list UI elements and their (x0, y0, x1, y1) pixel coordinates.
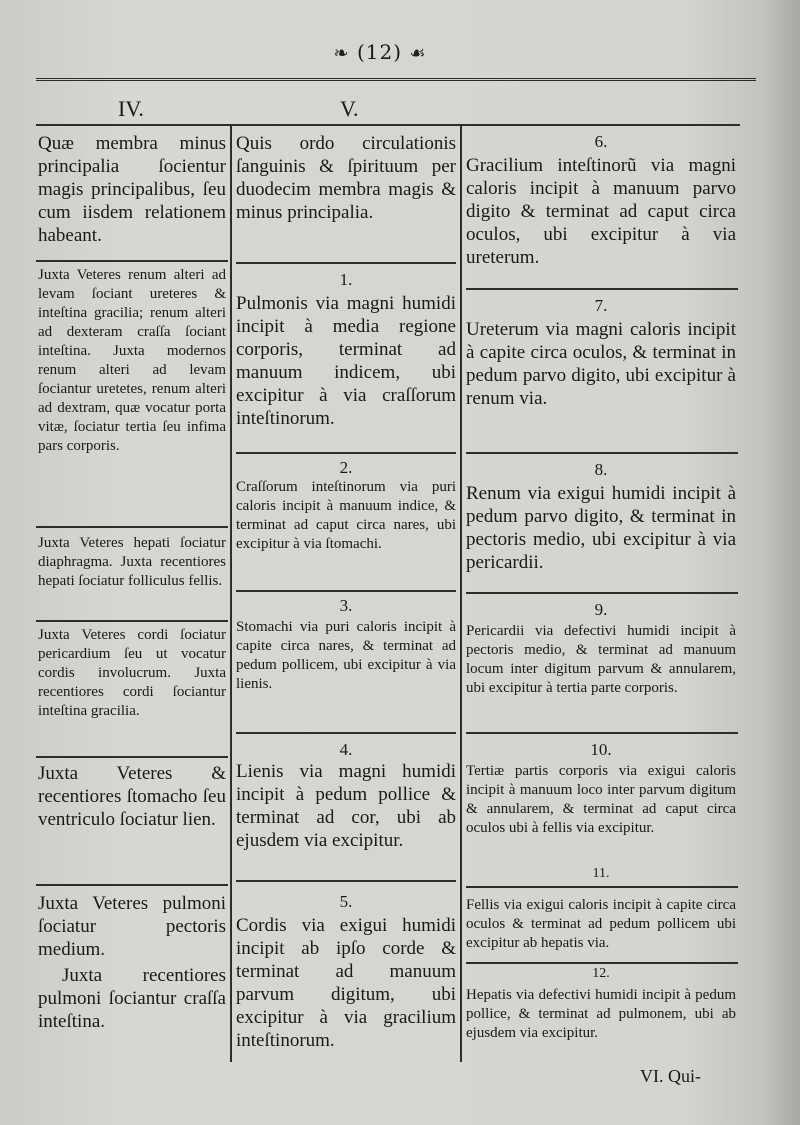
header-rule (36, 78, 756, 84)
column-divider-right (460, 124, 462, 1062)
page-edge (766, 0, 800, 1125)
rule-iv-4 (36, 756, 228, 758)
column-divider-left (230, 124, 232, 1062)
rule-vi-2 (466, 452, 738, 454)
item-text-3: Stomachi via puri caloris incipit à capite circa nares, & terminat ad pedum pollicem, ubi excipitur à via lienis. (236, 619, 456, 692)
item-number-1: 1. (339, 270, 353, 289)
heading-rule (36, 124, 740, 126)
page-number: (12) (356, 40, 402, 64)
rule-v-2 (236, 590, 456, 592)
catchword: VI. Qui- (640, 1066, 701, 1086)
rule-vi-4 (466, 732, 738, 734)
rule-v-0 (236, 262, 456, 264)
question-iv: Quæ membra minus principalia ſocientur magis principalibus, ſeu cum iisdem relationem habeant. (38, 133, 226, 246)
item-number-10: 10. (590, 740, 612, 759)
rule-vi-1 (466, 288, 738, 290)
rule-v-3 (236, 732, 456, 734)
rule-v-1 (236, 452, 456, 454)
entry-iv-hepar: Juxta Veteres hepati ſociatur diaphragma. Juxta recentiores hepati ſociatur folliculus fellis. (38, 535, 226, 589)
entry-iv-cor: Juxta Veteres cordi ſociatur pericardium ſeu ut vocatur cordis involucrum. Juxta recentiores cordi ſociantur inteſtina gracilia. (38, 627, 226, 719)
column-heading-iv: IV. (118, 96, 144, 121)
item-number-2: 2. (339, 458, 353, 477)
item-number-4: 4. (339, 740, 353, 759)
item-number-12: 12. (592, 966, 610, 981)
item-number-7: 7. (594, 296, 608, 315)
entry-iv-pulmo-recentiores: Juxta recentiores pulmoni ſociantur craſſa inteſtina. (38, 965, 226, 1032)
rule-vi-6 (466, 962, 738, 964)
item-number-3: 3. (339, 596, 353, 615)
item-number-11: 11. (592, 866, 610, 881)
item-text-1: Pulmonis via magni humidi incipit à media regione corporis, terminat ad manuum indicem, ubi excipitur à via craſſorum inteſtinorum. (236, 293, 456, 429)
entry-iv-renes: Juxta Veteres renum alteri ad levam ſociant ureteres & inteſtina gracilia; renum alteri ad dexteram craſſa ſociant inteſtina. Juxta modernos renum alteri ad levam ſociantur uretetes, renum alteri ad dextram, quæ vocatur porta vitæ, ſociatur tertia ſeu infima pars corporis. (38, 267, 226, 454)
item-text-7: Ureterum via magni caloris incipit à capite circa oculos, & terminat in pedum parvo digito, ubi excipitur à renum via. (466, 319, 736, 409)
item-text-11: Fellis via exigui caloris incipit à capite circa oculos & terminat ad pedum pollicem ubi excipitur ab hepatis via. (466, 897, 736, 951)
rule-v-4 (236, 880, 456, 882)
item-text-5: Cordis via exigui humidi incipit ab ipſo corde & terminat ad manuum parvum digitum, ubi excipitur à via gracilium inteſtinorum. (236, 915, 456, 1051)
rule-vi-3 (466, 592, 738, 594)
page-header (0, 40, 760, 64)
item-number-5: 5. (339, 892, 353, 911)
item-text-12: Hepatis via defectivi humidi incipit à pedum pollice, & terminat ad pulmonem, ubi ab ejusdem via excipitur. (466, 987, 736, 1041)
item-text-10: Tertiæ partis corporis via exigui caloris incipit à manuum loco inter parvum digitum & annularem, & terminat ad caput circa oculos ubi à fellis via excipitur. (466, 763, 736, 836)
ornament-left-icon: ❧ (333, 43, 350, 64)
item-text-4: Lienis via magni humidi incipit à pedum pollice & terminat ad cor, ubi ab ejusdem via excipitur. (236, 761, 456, 851)
rule-iv-2 (36, 526, 228, 528)
column-heading-v: V. (340, 96, 359, 121)
ornament-right-icon: ☙ (409, 43, 427, 64)
item-number-9: 9. (594, 600, 608, 619)
item-number-6: 6. (594, 132, 608, 151)
rule-iv-3 (36, 620, 228, 622)
item-number-8: 8. (594, 460, 608, 479)
rule-iv-1 (36, 260, 228, 262)
rule-vi-5 (466, 886, 738, 888)
question-v: Quis ordo circulationis ſanguinis & ſpirituum per duodecim membra magis & minus principalia. (236, 133, 456, 223)
rule-iv-5 (36, 884, 228, 886)
item-text-8: Renum via exigui humidi incipit à pedum parvo digito, & terminat in pectoris medio, ubi excipitur à via pericardii. (466, 483, 736, 573)
entry-iv-pulmo-veteres: Juxta Veteres pulmoni ſociatur pectoris medium. (38, 893, 226, 960)
item-text-2: Craſſorum inteſtinorum via puri caloris incipit à manuum indice, & terminat ad caput circa nares, ubi excipitur à via ſtomachi. (236, 479, 456, 552)
item-text-9: Pericardii via defectivi humidi incipit à pectoris medio, & terminat ad manuum locum inter digitum parvum & annularem, ubi excipitur à tertia parte corporis. (466, 623, 736, 696)
item-text-6: Gracilium inteſtinorũ via magni caloris incipit à manuum parvo digito & terminat ad caput circa oculos, ubi excipitur à via ureterum. (466, 155, 736, 268)
entry-iv-lien: Juxta Veteres & recentiores ſtomacho ſeu ventriculo ſociatur lien. (38, 763, 226, 830)
